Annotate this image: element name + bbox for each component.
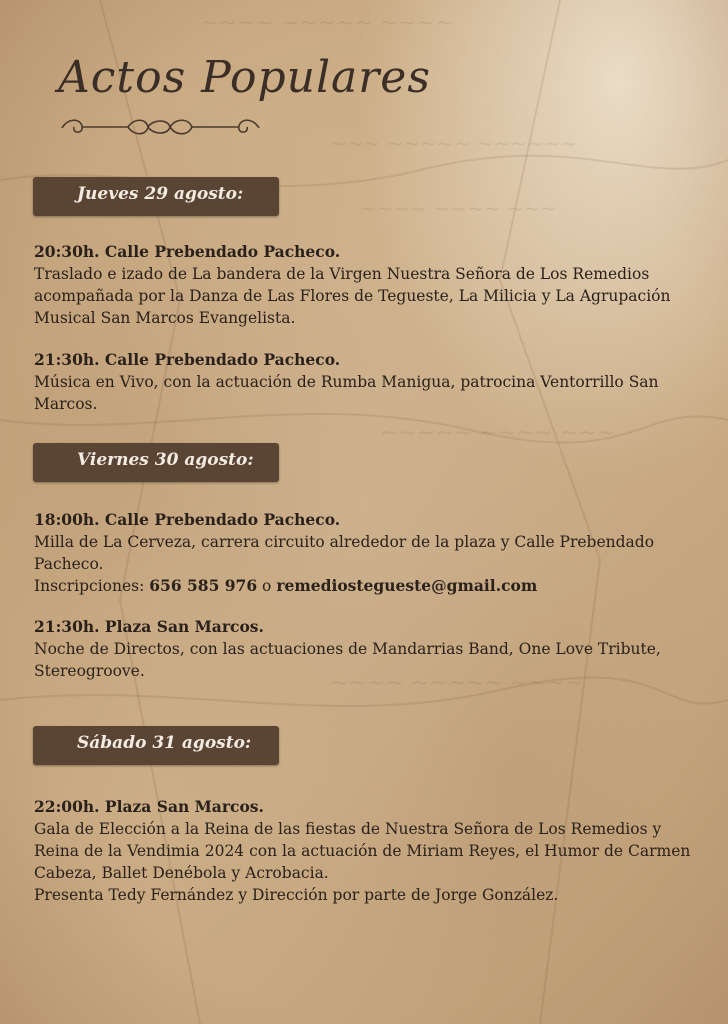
- inscriptions-line: [34, 575, 694, 597]
- svg-text:~~~~ ~~~~~ ~~~~: ~~~~ ~~~~~ ~~~~: [200, 11, 454, 36]
- event-description: Traslado e izado de La bandera de la Virgen Nuestra Señora de Los Remedios acompañada por la Danza de Las Flores de Tegueste, La Milicia y La Agrupación Musical San Marcos Evangelista.: [34, 265, 671, 327]
- flourish-ornament-icon: [58, 114, 263, 140]
- email-address[interactable]: remediostegueste@gmail.com: [276, 576, 538, 595]
- connector-text: o: [257, 577, 277, 595]
- day-label: Sábado 31 agosto:: [77, 733, 252, 753]
- event-heading: 22:00h. Plaza San Marcos.: [34, 797, 264, 816]
- day-banner-jueves: [33, 177, 279, 216]
- event-description: Gala de Elección a la Reina de las fiestas de Nuestra Señora de Los Remedios y Reina de la Vendimia 2024 con la actuación de Miriam Reyes, el Humor de Carmen Cabeza, Ballet Denébola y Acrobacia.: [34, 820, 691, 882]
- event-heading: 21:30h. Calle Prebendado Pacheco.: [34, 350, 341, 369]
- event-item: [34, 616, 694, 682]
- svg-text:~~~~ ~~~~ ~~~: ~~~~ ~~~~ ~~~: [360, 196, 558, 220]
- event-item: [34, 796, 694, 906]
- svg-text:~~~ ~~~~~ ~~~~~~: ~~~ ~~~~~ ~~~~~~: [330, 131, 578, 155]
- event-description: Música en Vivo, con la actuación de Rumba Manigua, patrocina Ventorrillo San Marcos.: [34, 373, 659, 413]
- event-description: Noche de Directos, con las actuaciones de Mandarrias Band, One Love Tribute, Stereogroove.: [34, 640, 661, 680]
- event-description: Milla de La Cerveza, carrera circuito alrededor de la plaza y Calle Prebendado Pacheco.: [34, 533, 655, 573]
- page-title: Actos Populares: [58, 52, 431, 103]
- phone-number[interactable]: 656 585 976: [149, 576, 258, 595]
- day-banner-sabado: [33, 726, 279, 765]
- event-description-2: Presenta Tedy Fernández y Dirección por parte de Jorge González.: [34, 886, 559, 904]
- event-item: [34, 349, 694, 415]
- inscriptions-label: Inscripciones:: [34, 577, 150, 595]
- svg-text:~~~~~ ~~~~ ~~~: ~~~~~ ~~~~ ~~~: [380, 421, 616, 446]
- event-heading: 21:30h. Plaza San Marcos.: [34, 617, 264, 636]
- svg-text:~~~~ ~~~~~ ~~~~: ~~~~ ~~~~~ ~~~~: [330, 671, 584, 696]
- event-item: [34, 241, 694, 329]
- day-label: Jueves 29 agosto:: [77, 184, 244, 204]
- day-label: Viernes 30 agosto:: [77, 450, 254, 470]
- event-heading: 18:00h. Calle Prebendado Pacheco.: [34, 510, 341, 529]
- event-heading: 20:30h. Calle Prebendado Pacheco.: [34, 242, 341, 261]
- event-item: [34, 509, 694, 597]
- day-banner-viernes: [33, 443, 279, 482]
